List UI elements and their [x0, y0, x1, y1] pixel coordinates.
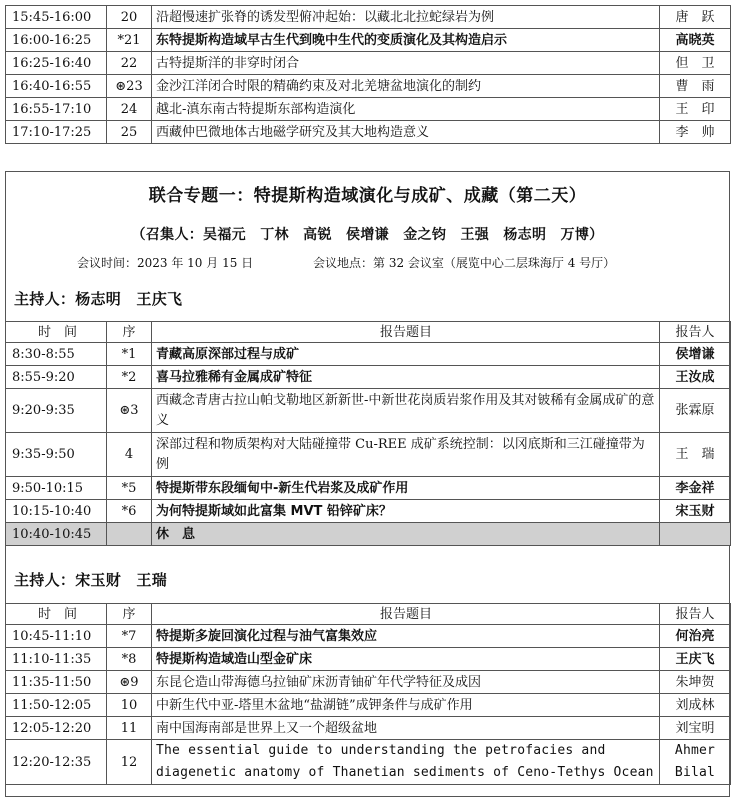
- row-title: 特提斯多旋回演化过程与油气富集效应: [152, 625, 660, 648]
- table-header-row: [6, 322, 731, 343]
- block1-table: [5, 321, 731, 546]
- row-speaker: 侯增谦: [660, 343, 731, 366]
- row-title: 古特提斯洋的非穿时闭合: [152, 52, 660, 75]
- row-time: 8:30-8:55: [6, 343, 107, 366]
- row-time: 11:35-11:50: [6, 671, 107, 694]
- table-row: [6, 366, 731, 389]
- table-row: [6, 29, 731, 52]
- row-speaker: 曹 雨: [660, 75, 731, 98]
- row-seq: *5: [107, 477, 152, 500]
- row-speaker: Ahmer Bilal: [660, 740, 731, 785]
- row-speaker: 刘成林: [660, 694, 731, 717]
- row-seq: *1: [107, 343, 152, 366]
- row-title: 青藏高原深部过程与成矿: [152, 343, 660, 366]
- row-title: 特提斯构造域造山型金矿床: [152, 648, 660, 671]
- row-seq: ⊛3: [107, 389, 152, 433]
- header-speaker: 报告人: [660, 322, 731, 343]
- header-seq: 序: [107, 322, 152, 343]
- row-time: 16:25-16:40: [6, 52, 107, 75]
- row-speaker: 朱坤贺: [660, 671, 731, 694]
- row-time: 11:50-12:05: [6, 694, 107, 717]
- session-venue: 会议地点：第 32 会议室（展览中心二层珠海厅 4 号厅）: [313, 256, 616, 270]
- row-time: 12:05-12:20: [6, 717, 107, 740]
- row-time: 9:20-9:35: [6, 389, 107, 433]
- row-seq: 20: [107, 6, 152, 29]
- row-title: 越北-滇东南古特提斯东部构造演化: [152, 98, 660, 121]
- row-time: 11:10-11:35: [6, 648, 107, 671]
- row-speaker: 刘宝明: [660, 717, 731, 740]
- table-row: [6, 477, 731, 500]
- session-title: 联合专题一：特提斯构造域演化与成矿、成藏（第二天）: [148, 186, 587, 206]
- header-title: 报告题目: [152, 322, 660, 343]
- row-title: 东昆仑造山带海德乌拉铀矿床沥青铀矿年代学特征及成因: [152, 671, 660, 694]
- row-title: 喜马拉雅稀有金属成矿特征: [152, 366, 660, 389]
- row-seq: [107, 523, 152, 546]
- row-title: 南中国海南部是世界上又一个超级盆地: [152, 717, 660, 740]
- table-row: [6, 671, 731, 694]
- row-speaker: 李金祥: [660, 477, 731, 500]
- row-seq: 12: [107, 740, 152, 785]
- row-title: 西藏念青唐古拉山帕戈勒地区新新世-中新世花岗质岩浆作用及其对铍稀有金属成矿的意义: [152, 389, 660, 433]
- header-speaker: 报告人: [660, 604, 731, 625]
- row-time: 16:55-17:10: [6, 98, 107, 121]
- row-title: 沿超慢速扩张脊的诱发型俯冲起始：以藏北北拉蛇绿岩为例: [152, 6, 660, 29]
- row-time: 9:35-9:50: [6, 433, 107, 477]
- row-time: 10:45-11:10: [6, 625, 107, 648]
- row-seq: 10: [107, 694, 152, 717]
- session-conveners: （召集人：吴福元 丁林 高锐 侯增谦 金之钧 王强 杨志明 万博）: [131, 227, 604, 243]
- row-speaker: 何治亮: [660, 625, 731, 648]
- row-title: The essential guide to understanding the petrofacies and diagenetic anatomy of Thanetian sediments of Ceno-Tethys Ocean: [152, 740, 660, 785]
- row-seq: *2: [107, 366, 152, 389]
- table-row: [6, 121, 731, 144]
- previous-session-table: [5, 5, 731, 144]
- row-title: 休 息: [152, 523, 660, 546]
- table-row: [6, 625, 731, 648]
- table-row: [6, 343, 731, 366]
- table-row: [6, 694, 731, 717]
- row-title: 东特提斯构造域早古生代到晚中生代的变质演化及其构造启示: [152, 29, 660, 52]
- table-header-row: [6, 604, 731, 625]
- row-speaker: 李 帅: [660, 121, 731, 144]
- row-speaker: 但 卫: [660, 52, 731, 75]
- table-row: [6, 98, 731, 121]
- row-seq: 24: [107, 98, 152, 121]
- row-title: 深部过程和物质架构对大陆碰撞带 Cu-REE 成矿系统控制：以冈底斯和三江碰撞带为例: [152, 433, 660, 477]
- row-title: 特提斯带东段缅甸中-新生代岩浆及成矿作用: [152, 477, 660, 500]
- row-time: 12:20-12:35: [6, 740, 107, 785]
- row-speaker: 王 印: [660, 98, 731, 121]
- row-time: 10:40-10:45: [6, 523, 107, 546]
- header-seq: 序: [107, 604, 152, 625]
- row-time: 16:40-16:55: [6, 75, 107, 98]
- row-seq: ⊛23: [107, 75, 152, 98]
- row-seq: *6: [107, 500, 152, 523]
- row-time: 17:10-17:25: [6, 121, 107, 144]
- table-row: [6, 52, 731, 75]
- row-time: 10:15-10:40: [6, 500, 107, 523]
- row-title: 金沙江洋闭合时限的精确约束及对北羌塘盆地演化的制约: [152, 75, 660, 98]
- row-seq: ⊛9: [107, 671, 152, 694]
- row-time: 8:55-9:20: [6, 366, 107, 389]
- row-seq: *7: [107, 625, 152, 648]
- row-speaker: 王汝成: [660, 366, 731, 389]
- row-speaker: 张霖原: [660, 389, 731, 433]
- table-row: [6, 433, 731, 477]
- chairs-block1: 主持人：杨志明 王庆飞: [14, 290, 183, 308]
- row-speaker: 唐 跃: [660, 6, 731, 29]
- row-seq: 11: [107, 717, 152, 740]
- table-row: [6, 717, 731, 740]
- row-time: 15:45-16:00: [6, 6, 107, 29]
- break-row: [6, 523, 731, 546]
- row-seq: 4: [107, 433, 152, 477]
- table-row: [6, 6, 731, 29]
- row-title: 中新生代中亚-塔里木盆地“盐湖链”成钾条件与成矿作用: [152, 694, 660, 717]
- row-title: 为何特提斯域如此富集 MVT 铅锌矿床？: [152, 500, 660, 523]
- table-row: [6, 648, 731, 671]
- row-seq: *21: [107, 29, 152, 52]
- chairs-block2: 主持人：宋玉财 王瑞: [14, 571, 168, 589]
- row-time: 9:50-10:15: [6, 477, 107, 500]
- row-seq: *8: [107, 648, 152, 671]
- table-row: [6, 75, 731, 98]
- row-speaker: 王庆飞: [660, 648, 731, 671]
- row-time: 16:00-16:25: [6, 29, 107, 52]
- row-speaker: [660, 523, 731, 546]
- row-seq: 22: [107, 52, 152, 75]
- row-speaker: 王 瑞: [660, 433, 731, 477]
- row-speaker: 宋玉财: [660, 500, 731, 523]
- header-time: 时 间: [6, 604, 107, 625]
- table-row: [6, 740, 731, 785]
- table-row: [6, 500, 731, 523]
- block2-table: [5, 603, 731, 785]
- row-seq: 25: [107, 121, 152, 144]
- session-date: 会议时间：2023 年 10 月 15 日: [77, 256, 254, 270]
- row-speaker: 高晓英: [660, 29, 731, 52]
- header-time: 时 间: [6, 322, 107, 343]
- header-title: 报告题目: [152, 604, 660, 625]
- row-title: 西藏仲巴微地体古地磁学研究及其大地构造意义: [152, 121, 660, 144]
- table-row: [6, 389, 731, 433]
